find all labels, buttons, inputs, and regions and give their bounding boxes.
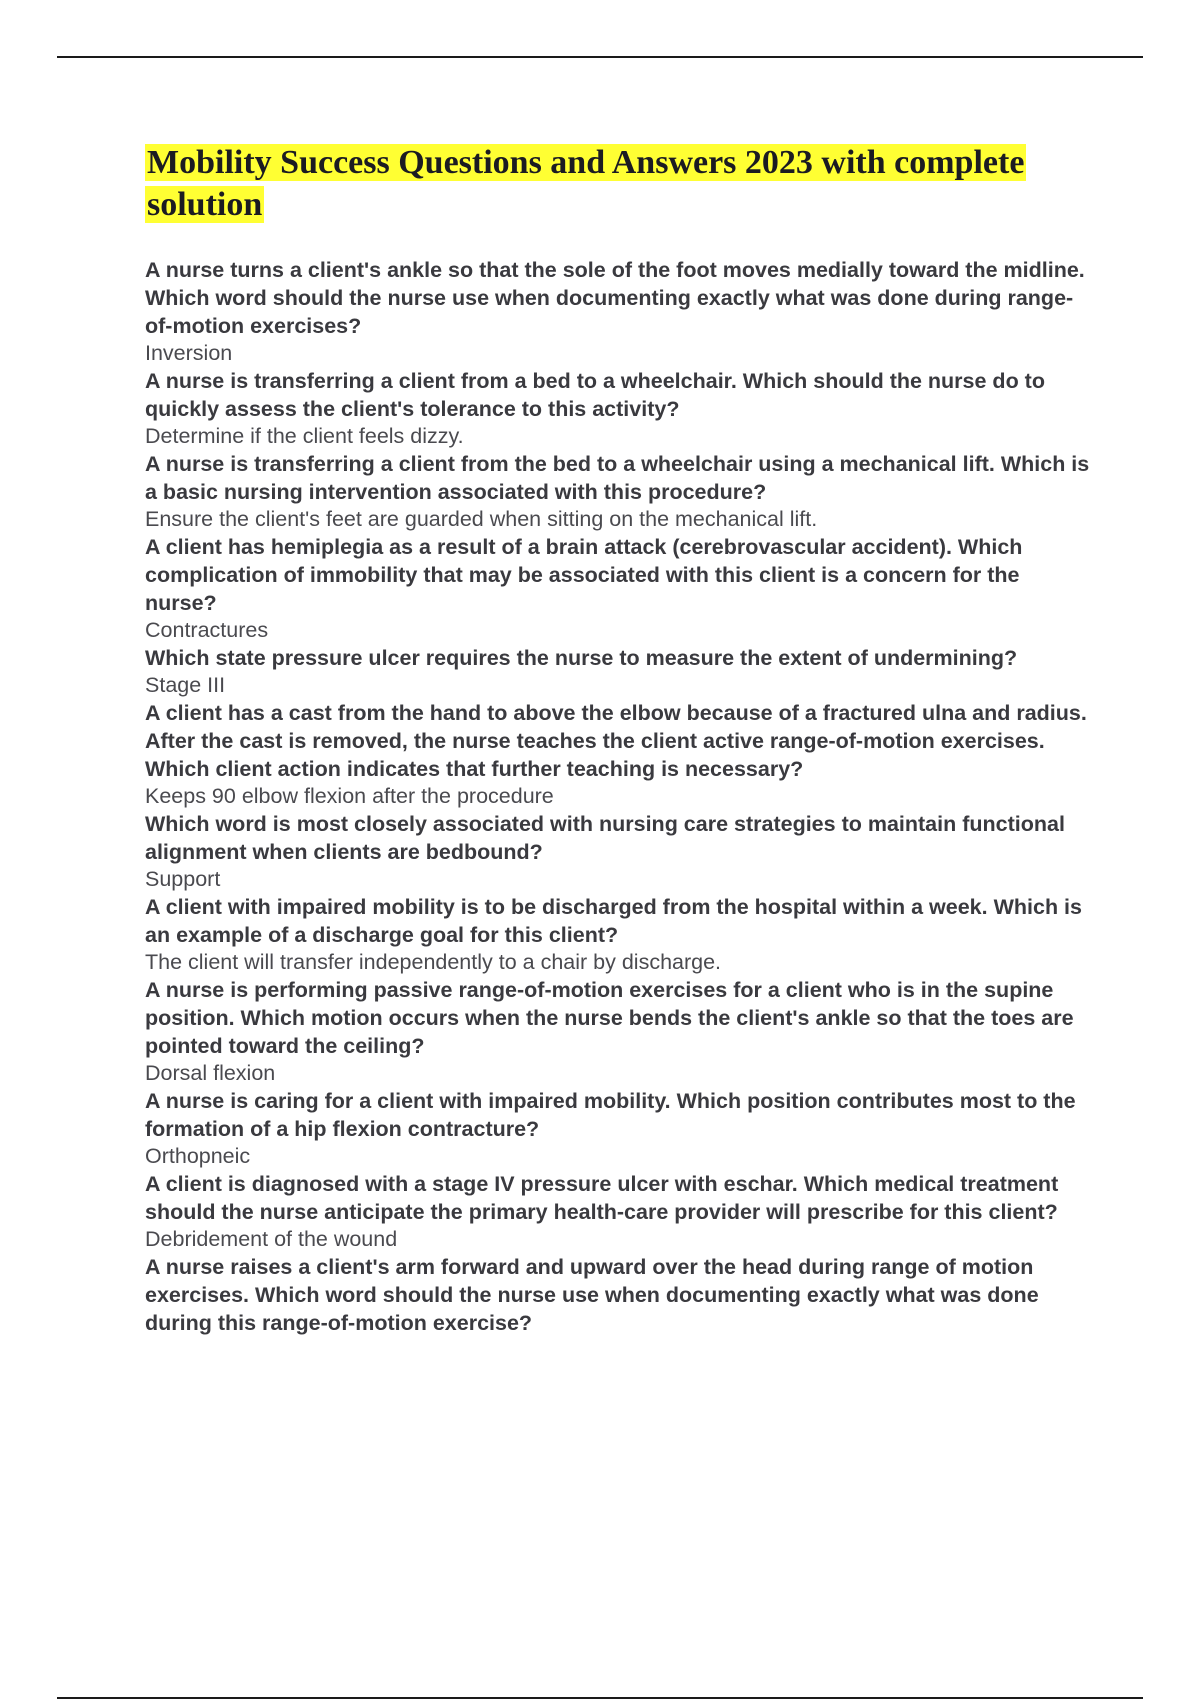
question: A client with impaired mobility is to be discharged from the hospital within a week. Which is an example of a discharge goal for this client? bbox=[145, 895, 1082, 947]
answer: Keeps 90 elbow flexion after the procedure bbox=[145, 784, 554, 808]
answer: Stage III bbox=[145, 673, 226, 697]
document-title bbox=[145, 142, 1095, 226]
footer-rule bbox=[57, 1697, 1143, 1699]
answer: Debridement of the wound bbox=[145, 1227, 398, 1251]
answer: Dorsal flexion bbox=[145, 1061, 276, 1085]
header-rule bbox=[57, 56, 1143, 58]
document-title-highlight: Mobility Success Questions and Answers 2023 with complete solution bbox=[147, 144, 1025, 223]
question: A client is diagnosed with a stage IV pressure ulcer with eschar. Which medical treatment should the nurse anticipate the primary health-care provider will prescribe for this client? bbox=[145, 1172, 1059, 1224]
qa-list bbox=[145, 256, 1095, 1337]
question: Which state pressure ulcer requires the nurse to measure the extent of undermining? bbox=[145, 646, 1018, 670]
question: A nurse raises a client's arm forward and upward over the head during range of motion exercises. Which word should the nurse use when documenting exactly what was done during this range-of-motion exercise? bbox=[145, 1255, 1039, 1335]
answer: Determine if the client feels dizzy. bbox=[145, 424, 464, 448]
answer: Inversion bbox=[145, 341, 233, 365]
question: A nurse turns a client's ankle so that the sole of the foot moves medially toward the midline. Which word should the nurse use when documenting exactly what was done during range-of-motion exercises? bbox=[145, 258, 1085, 338]
question: A nurse is caring for a client with impaired mobility. Which position contributes most to the formation of a hip flexion contracture? bbox=[145, 1089, 1076, 1141]
question: A nurse is transferring a client from a bed to a wheelchair. Which should the nurse do to quickly assess the client's tolerance to this activity? bbox=[145, 369, 1045, 421]
question: A nurse is performing passive range-of-motion exercises for a client who is in the supine position. Which motion occurs when the nurse bends the client's ankle so that the toes are pointed toward the ceiling? bbox=[145, 978, 1074, 1058]
question: Which word is most closely associated with nursing care strategies to maintain functional alignment when clients are bedbound? bbox=[145, 812, 1065, 864]
answer: Ensure the client's feet are guarded when sitting on the mechanical lift. bbox=[145, 507, 818, 531]
question: A client has hemiplegia as a result of a brain attack (cerebrovascular accident). Which complication of immobility that may be associated with this client is a concern for the nurse? bbox=[145, 535, 1023, 615]
document-body bbox=[145, 142, 1095, 1337]
answer: Contractures bbox=[145, 618, 269, 642]
answer: Support bbox=[145, 867, 221, 891]
answer: Orthopneic bbox=[145, 1144, 251, 1168]
answer: The client will transfer independently to a chair by discharge. bbox=[145, 950, 722, 974]
question: A nurse is transferring a client from the bed to a wheelchair using a mechanical lift. Which is a basic nursing intervention associated with this procedure? bbox=[145, 452, 1090, 504]
question: A client has a cast from the hand to above the elbow because of a fractured ulna and radius. After the cast is removed, the nurse teaches the client active range-of-motion exercises. Which client action indicates that further teaching is necessary? bbox=[145, 701, 1087, 781]
